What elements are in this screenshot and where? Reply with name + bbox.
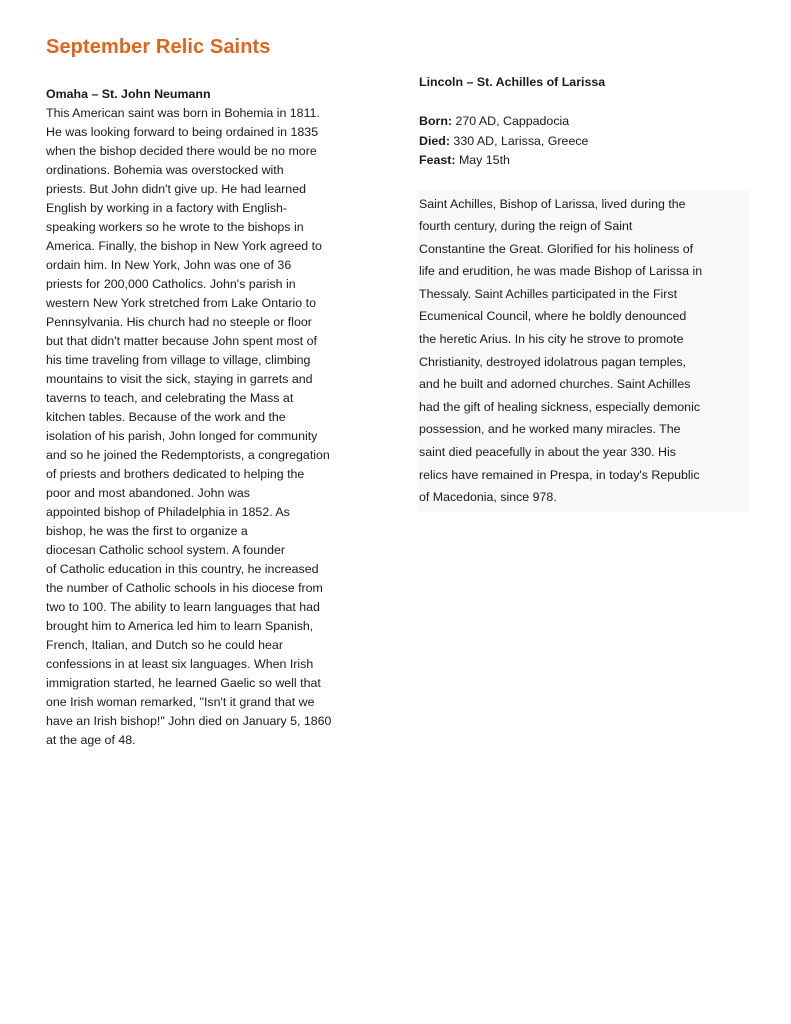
description-line: Ecumenical Council, where he boldly denounced	[419, 309, 687, 324]
body-text-line: French, Italian, and Dutch so he could hear	[46, 638, 283, 652]
body-text-line: immigration started, he learned Gaelic so well that	[46, 676, 321, 690]
description-line: the heretic Arius. In his city he strove to promote	[419, 332, 684, 347]
body-text-line: isolation of his parish, John longed for community	[46, 429, 318, 443]
body-text-line: ordinations. Bohemia was overstocked with	[46, 163, 284, 177]
fact-value: 270 AD, Cappadocia	[452, 114, 570, 128]
neumann-body	[46, 104, 386, 750]
body-text-line: western New York stretched from Lake Ontario to	[46, 296, 316, 310]
body-text-line: one Irish woman remarked, "Isn't it grand that we	[46, 695, 315, 709]
description-line: possession, and he worked many miracles. The	[419, 422, 681, 437]
description-line: Constantine the Great. Glorified for his holiness of	[419, 241, 694, 256]
description-line: saint died peacefully in about the year 330. His	[419, 445, 676, 460]
body-text-line: English by working in a factory with English-	[46, 201, 288, 215]
neumann-heading: Omaha – St. John Neumann	[46, 87, 211, 101]
description-line: of Macedonia, since 978.	[419, 490, 557, 505]
achilles-section	[419, 73, 749, 512]
body-text-line: brought him to America led him to learn Spanish,	[46, 619, 314, 633]
body-text-line: taverns to teach, and celebrating the Mass at	[46, 391, 294, 405]
body-text-line: when the bishop decided there would be no more	[46, 144, 317, 158]
achilles-description	[417, 190, 749, 512]
description-line: relics have remained in Prespa, in today's Republic	[419, 467, 700, 482]
body-text-line: appointed bishop of Philadelphia in 1852. As	[46, 505, 290, 519]
body-text-line: mountains to visit the sick, staying in garrets and	[46, 372, 313, 386]
neumann-section	[46, 85, 386, 750]
fact-feast	[419, 151, 749, 171]
fact-value: 330 AD, Larissa, Greece	[449, 133, 589, 148]
description-line: and he built and adorned churches. Saint Achilles	[419, 377, 691, 392]
body-text-line: diocesan Catholic school system. A founder	[46, 543, 285, 557]
body-text-line: speaking workers so he wrote to the bishops in	[46, 220, 304, 234]
description-line: Saint Achilles, Bishop of Larissa, lived during the	[419, 196, 686, 211]
body-text-line: at the age of 48.	[46, 733, 136, 747]
body-text-line: This American saint was born in Bohemia in 1811.	[46, 106, 320, 120]
body-text-line: priests for 200,000 Catholics. John's parish in	[46, 277, 296, 291]
body-text-line: have an Irish bishop!" John died on January 5, 1860	[46, 714, 332, 728]
fact-born	[419, 112, 749, 132]
body-text-line: America. Finally, the bishop in New York agreed to	[46, 239, 322, 253]
fact-label: Feast:	[419, 153, 456, 167]
description-line: Thessaly. Saint Achilles participated in the First	[419, 286, 678, 301]
body-text-line: priests. But John didn't give up. He had learned	[46, 182, 306, 196]
body-text-line: of priests and brothers dedicated to helping the	[46, 467, 305, 481]
body-text-line: bishop, he was the first to organize a	[46, 524, 248, 538]
fact-died	[419, 132, 749, 152]
body-text-line: of Catholic education in this country, he increased	[46, 562, 319, 576]
description-line: life and erudition, he was made Bishop of Larissa in	[419, 264, 703, 279]
body-text-line: kitchen tables. Because of the work and the	[46, 410, 286, 424]
body-text-line: the number of Catholic schools in his diocese from	[46, 581, 323, 595]
fact-label: Died:	[419, 133, 450, 148]
page-title: September Relic Saints	[46, 36, 271, 58]
fact-value: May 15th	[455, 153, 510, 167]
body-text-line: confessions in at least six languages. When Irish	[46, 657, 314, 671]
achilles-facts	[419, 112, 749, 171]
description-line: had the gift of healing sickness, especially demonic	[419, 399, 701, 414]
body-text-line: and so he joined the Redemptorists, a congregation	[46, 448, 330, 462]
body-text-line: two to 100. The ability to learn languages that had	[46, 600, 320, 614]
body-text-line: ordain him. In New York, John was one of 36	[46, 258, 292, 272]
body-text-line: poor and most abandoned. John was	[46, 486, 250, 500]
fact-label: Born:	[419, 114, 453, 128]
body-text-line: Pennsylvania. His church had no steeple or floor	[46, 315, 312, 329]
body-text-line: He was looking forward to being ordained in 1835	[46, 125, 319, 139]
description-line: fourth century, during the reign of Saint	[419, 219, 633, 234]
body-text-line: but that didn't matter because John spent most of	[46, 334, 317, 348]
description-line: Christianity, destroyed idolatrous pagan temples,	[419, 354, 686, 369]
achilles-heading: Lincoln – St. Achilles of Larissa	[419, 75, 606, 89]
body-text-line: his time traveling from village to village, climbing	[46, 353, 311, 367]
